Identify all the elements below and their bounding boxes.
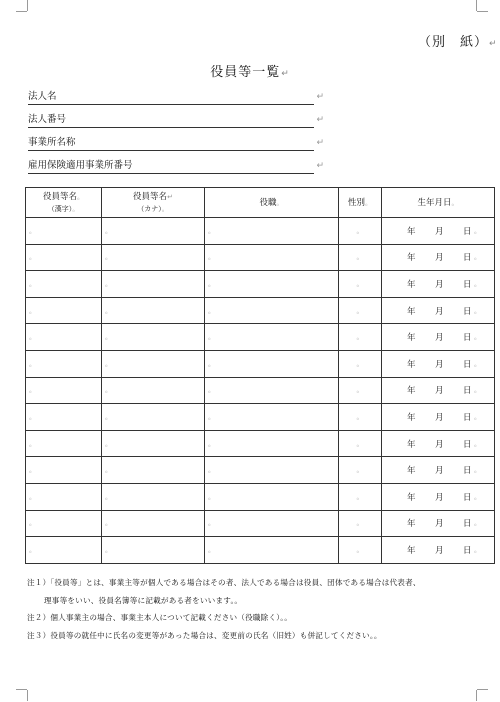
year-label: 年 bbox=[407, 253, 416, 264]
empty-cell-mark: 。 bbox=[29, 545, 36, 554]
empty-cell-mark: 。 bbox=[474, 333, 481, 342]
cell-position[interactable] bbox=[205, 324, 339, 351]
month-label: 月 bbox=[435, 253, 444, 264]
header-birthdate: 生年月日。 bbox=[382, 188, 495, 218]
empty-cell-mark: 。 bbox=[105, 279, 112, 288]
empty-cell-mark: 。 bbox=[356, 492, 364, 501]
cell-gender[interactable] bbox=[339, 324, 382, 351]
month-label: 月 bbox=[435, 306, 444, 317]
table-row bbox=[26, 483, 495, 510]
cell-kanji-name[interactable] bbox=[26, 271, 102, 298]
month-label: 月 bbox=[435, 545, 444, 556]
day-label: 日 bbox=[463, 412, 472, 423]
empty-cell-mark: 。 bbox=[356, 359, 364, 368]
cell-birthdate[interactable] bbox=[382, 483, 495, 510]
year-label: 年 bbox=[407, 545, 416, 556]
cell-birthdate[interactable] bbox=[382, 404, 495, 431]
note-1-continued: 理事等をいい、役員名簿等に記載がある者をいいます。。 bbox=[44, 595, 243, 605]
empty-cell-mark: 。 bbox=[208, 253, 215, 262]
document-title bbox=[0, 61, 500, 80]
table-row bbox=[26, 537, 495, 564]
table-row bbox=[26, 350, 495, 377]
day-label: 日 bbox=[463, 306, 472, 317]
month-label: 月 bbox=[435, 412, 444, 423]
header-kana-name: 役員等名↵ （カナ）。 bbox=[102, 188, 205, 218]
cell-kana-name[interactable] bbox=[102, 244, 205, 271]
empty-cell-mark: 。 bbox=[29, 412, 36, 421]
empty-cell-mark: 。 bbox=[29, 492, 36, 501]
cell-kana-name[interactable] bbox=[102, 350, 205, 377]
cell-kana-name[interactable] bbox=[102, 483, 205, 510]
day-label: 日 bbox=[463, 492, 472, 503]
empty-cell-mark: 。 bbox=[356, 279, 364, 288]
cell-kana-name[interactable] bbox=[102, 377, 205, 404]
year-label: 年 bbox=[407, 466, 416, 477]
cell-gender[interactable] bbox=[339, 297, 382, 324]
empty-cell-mark: 。 bbox=[474, 439, 481, 448]
cell-birthdate[interactable] bbox=[382, 537, 495, 564]
empty-cell-mark: 。 bbox=[208, 386, 215, 395]
cell-gender[interactable] bbox=[339, 244, 382, 271]
cell-position[interactable] bbox=[205, 537, 339, 564]
empty-cell-mark: 。 bbox=[29, 386, 36, 395]
empty-cell-mark: 。 bbox=[105, 412, 112, 421]
empty-cell-mark: 。 bbox=[208, 466, 215, 475]
crop-mark-bottom-right bbox=[477, 689, 488, 690]
empty-cell-mark: 。 bbox=[356, 386, 364, 395]
empty-cell-mark: 。 bbox=[356, 253, 364, 262]
cell-birthdate[interactable] bbox=[382, 244, 495, 271]
cell-kanji-name[interactable] bbox=[26, 350, 102, 377]
cell-position[interactable] bbox=[205, 218, 339, 245]
cell-kanji-name[interactable] bbox=[26, 218, 102, 245]
empty-cell-mark: 。 bbox=[208, 545, 215, 554]
empty-cell-mark: 。 bbox=[474, 412, 481, 421]
month-label: 月 bbox=[435, 439, 444, 450]
header-kanji-name: 役員等名。 （漢字）。 bbox=[26, 188, 102, 218]
note-3: 注３）役員等の就任中に氏名の変更等があった場合は、変更前の氏名（旧姓）も併記してください。。 bbox=[27, 630, 382, 640]
year-label: 年 bbox=[407, 492, 416, 503]
empty-cell-mark: 。 bbox=[105, 306, 112, 315]
empty-cell-mark: 。 bbox=[356, 412, 364, 421]
day-label: 日 bbox=[463, 466, 472, 477]
cell-kana-name[interactable] bbox=[102, 457, 205, 484]
cell-gender[interactable] bbox=[339, 350, 382, 377]
field-label: 法人名 bbox=[28, 91, 57, 102]
table-row bbox=[26, 218, 495, 245]
cell-kana-name[interactable] bbox=[102, 271, 205, 298]
cell-position[interactable] bbox=[205, 404, 339, 431]
crop-mark-bottom-right bbox=[476, 690, 488, 701]
table-row bbox=[26, 297, 495, 324]
empty-cell-mark: 。 bbox=[29, 333, 36, 342]
year-label: 年 bbox=[407, 333, 416, 344]
month-label: 月 bbox=[435, 226, 444, 237]
empty-cell-mark: 。 bbox=[105, 492, 112, 501]
paragraph-mark: ↵ bbox=[316, 138, 324, 148]
cell-kanji-name[interactable] bbox=[26, 457, 102, 484]
cell-position[interactable] bbox=[205, 457, 339, 484]
month-label: 月 bbox=[435, 519, 444, 530]
header-position: 役職。 bbox=[205, 188, 339, 218]
year-label: 年 bbox=[407, 386, 416, 397]
attachment-label bbox=[418, 31, 498, 50]
cell-kanji-name[interactable] bbox=[26, 483, 102, 510]
day-label: 日 bbox=[463, 253, 472, 264]
paragraph-mark: ↵ bbox=[281, 69, 290, 79]
empty-cell-mark: 。 bbox=[208, 412, 215, 421]
month-label: 月 bbox=[435, 386, 444, 397]
cell-birthdate[interactable] bbox=[382, 430, 495, 457]
cell-gender[interactable] bbox=[339, 271, 382, 298]
cell-position[interactable] bbox=[205, 377, 339, 404]
day-label: 日 bbox=[463, 359, 472, 370]
empty-cell-mark: 。 bbox=[356, 466, 364, 475]
empty-cell-mark: 。 bbox=[474, 306, 481, 315]
empty-cell-mark: 。 bbox=[105, 386, 112, 395]
cell-gender[interactable] bbox=[339, 510, 382, 537]
empty-cell-mark: 。 bbox=[474, 466, 481, 475]
empty-cell-mark: 。 bbox=[474, 359, 481, 368]
cell-kana-name[interactable] bbox=[102, 404, 205, 431]
empty-cell-mark: 。 bbox=[474, 386, 481, 395]
cell-kana-name[interactable] bbox=[102, 510, 205, 537]
empty-cell-mark: 。 bbox=[29, 226, 36, 235]
empty-cell-mark: 。 bbox=[29, 466, 36, 475]
day-label: 日 bbox=[463, 226, 472, 237]
empty-cell-mark: 。 bbox=[29, 253, 36, 262]
table-row bbox=[26, 244, 495, 271]
cell-position[interactable] bbox=[205, 271, 339, 298]
year-label: 年 bbox=[407, 412, 416, 423]
crop-mark-top-right bbox=[477, 11, 488, 12]
table-row bbox=[26, 510, 495, 537]
empty-cell-mark: 。 bbox=[474, 279, 481, 288]
paragraph-mark: ↵ bbox=[316, 92, 324, 102]
empty-cell-mark: 。 bbox=[29, 439, 36, 448]
field-label: 法人番号 bbox=[28, 114, 67, 125]
cell-position[interactable] bbox=[205, 350, 339, 377]
table-row bbox=[26, 271, 495, 298]
empty-cell-mark: 。 bbox=[356, 333, 364, 342]
cell-kana-name[interactable] bbox=[102, 297, 205, 324]
paragraph-mark: ↵ bbox=[316, 161, 324, 171]
empty-cell-mark: 。 bbox=[105, 545, 112, 554]
year-label: 年 bbox=[407, 226, 416, 237]
empty-cell-mark: 。 bbox=[356, 439, 364, 448]
empty-cell-mark: 。 bbox=[356, 545, 364, 554]
cell-gender[interactable] bbox=[339, 457, 382, 484]
table-row bbox=[26, 430, 495, 457]
cell-birthdate[interactable] bbox=[382, 297, 495, 324]
empty-cell-mark: 。 bbox=[105, 439, 112, 448]
cell-kanji-name[interactable] bbox=[26, 510, 102, 537]
day-label: 日 bbox=[463, 519, 472, 530]
month-label: 月 bbox=[435, 492, 444, 503]
day-label: 日 bbox=[463, 386, 472, 397]
note-1: 注１）「役員等」とは、事業主等が個人である場合はその者、法人である場合は役員、団体である場合は代表者、 bbox=[27, 578, 421, 587]
cell-kanji-name[interactable] bbox=[26, 244, 102, 271]
cell-birthdate[interactable] bbox=[382, 350, 495, 377]
day-label: 日 bbox=[463, 545, 472, 556]
crop-mark-top-right bbox=[476, 0, 488, 11]
month-label: 月 bbox=[435, 333, 444, 344]
cell-position[interactable] bbox=[205, 483, 339, 510]
document-title-text: 役員等一覧 bbox=[210, 65, 281, 80]
cell-kanji-name[interactable] bbox=[26, 324, 102, 351]
cell-birthdate[interactable] bbox=[382, 510, 495, 537]
cell-gender[interactable] bbox=[339, 537, 382, 564]
empty-cell-mark: 。 bbox=[474, 519, 481, 528]
year-label: 年 bbox=[407, 306, 416, 317]
empty-cell-mark: 。 bbox=[356, 306, 364, 315]
day-label: 日 bbox=[463, 333, 472, 344]
cell-position[interactable] bbox=[205, 510, 339, 537]
empty-cell-mark: 。 bbox=[29, 279, 36, 288]
empty-cell-mark: 。 bbox=[474, 226, 481, 235]
empty-cell-mark: 。 bbox=[105, 466, 112, 475]
table-header-row bbox=[26, 188, 495, 218]
empty-cell-mark: 。 bbox=[356, 519, 364, 528]
officer-table bbox=[25, 187, 495, 564]
cell-kanji-name[interactable] bbox=[26, 377, 102, 404]
empty-cell-mark: 。 bbox=[208, 306, 215, 315]
cell-birthdate[interactable] bbox=[382, 218, 495, 245]
empty-cell-mark: 。 bbox=[208, 359, 215, 368]
empty-cell-mark: 。 bbox=[356, 226, 364, 235]
empty-cell-mark: 。 bbox=[208, 333, 215, 342]
empty-cell-mark: 。 bbox=[29, 306, 36, 315]
cell-gender[interactable] bbox=[339, 430, 382, 457]
day-label: 日 bbox=[463, 439, 472, 450]
field-office-name[interactable] bbox=[28, 137, 324, 151]
empty-cell-mark: 。 bbox=[105, 226, 112, 235]
empty-cell-mark: 。 bbox=[105, 519, 112, 528]
note-2: 注２）個人事業主の場合、事業主本人について記載ください（役職除く）。。 bbox=[27, 613, 293, 622]
cell-birthdate[interactable] bbox=[382, 324, 495, 351]
cell-kanji-name[interactable] bbox=[26, 430, 102, 457]
cell-kana-name[interactable] bbox=[102, 218, 205, 245]
month-label: 月 bbox=[435, 359, 444, 370]
month-label: 月 bbox=[435, 279, 444, 290]
notes-section bbox=[27, 574, 487, 644]
cell-birthdate[interactable] bbox=[382, 457, 495, 484]
year-label: 年 bbox=[407, 519, 416, 530]
empty-cell-mark: 。 bbox=[105, 333, 112, 342]
table-row bbox=[26, 377, 495, 404]
empty-cell-mark: 。 bbox=[105, 359, 112, 368]
field-label: 雇用保険適用事業所番号 bbox=[28, 160, 133, 171]
empty-cell-mark: 。 bbox=[29, 519, 36, 528]
cell-gender[interactable] bbox=[339, 218, 382, 245]
empty-cell-mark: 。 bbox=[474, 492, 481, 501]
paragraph-mark: ↵ bbox=[489, 39, 498, 49]
field-corporation-name[interactable] bbox=[28, 91, 324, 105]
crop-mark-top-left bbox=[27, 0, 39, 11]
month-label: 月 bbox=[435, 466, 444, 477]
cell-position[interactable] bbox=[205, 244, 339, 271]
header-gender: 性別。 bbox=[339, 188, 382, 218]
cell-kanji-name[interactable] bbox=[26, 404, 102, 431]
cell-kana-name[interactable] bbox=[102, 537, 205, 564]
field-label: 事業所名称 bbox=[28, 137, 76, 148]
crop-mark-bottom-left bbox=[16, 689, 27, 690]
empty-cell-mark: 。 bbox=[474, 253, 481, 262]
cell-kanji-name[interactable] bbox=[26, 537, 102, 564]
empty-cell-mark: 。 bbox=[208, 492, 215, 501]
empty-cell-mark: 。 bbox=[208, 226, 215, 235]
attachment-label-text: （別 紙） bbox=[418, 35, 489, 50]
year-label: 年 bbox=[407, 359, 416, 370]
crop-mark-top-left bbox=[16, 11, 27, 12]
day-label: 日 bbox=[463, 279, 472, 290]
crop-mark-bottom-left bbox=[27, 690, 39, 701]
cell-gender[interactable] bbox=[339, 404, 382, 431]
cell-birthdate[interactable] bbox=[382, 377, 495, 404]
empty-cell-mark: 。 bbox=[29, 359, 36, 368]
cell-kana-name[interactable] bbox=[102, 430, 205, 457]
year-label: 年 bbox=[407, 279, 416, 290]
year-label: 年 bbox=[407, 439, 416, 450]
paragraph-mark: ↵ bbox=[316, 115, 324, 125]
empty-cell-mark: 。 bbox=[474, 545, 481, 554]
empty-cell-mark: 。 bbox=[208, 439, 215, 448]
cell-gender[interactable] bbox=[339, 377, 382, 404]
cell-position[interactable] bbox=[205, 430, 339, 457]
cell-kana-name[interactable] bbox=[102, 324, 205, 351]
empty-cell-mark: 。 bbox=[208, 519, 215, 528]
table-row bbox=[26, 457, 495, 484]
cell-position[interactable] bbox=[205, 297, 339, 324]
field-employment-insurance-number[interactable] bbox=[28, 160, 324, 174]
table-row bbox=[26, 404, 495, 431]
cell-kanji-name[interactable] bbox=[26, 297, 102, 324]
table-row bbox=[26, 324, 495, 351]
field-corporation-number[interactable] bbox=[28, 114, 324, 128]
cell-gender[interactable] bbox=[339, 483, 382, 510]
empty-cell-mark: 。 bbox=[208, 279, 215, 288]
cell-birthdate[interactable] bbox=[382, 271, 495, 298]
empty-cell-mark: 。 bbox=[105, 253, 112, 262]
